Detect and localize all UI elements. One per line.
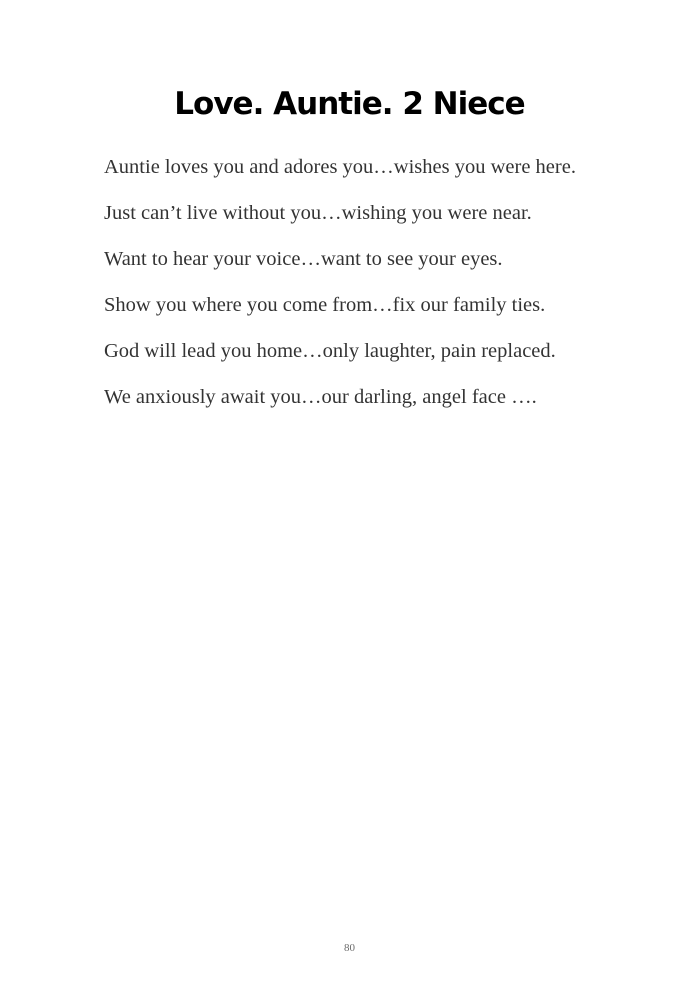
poem-line-4: Show you where you come from…fix our family ties.	[104, 294, 546, 316]
poem-body	[104, 152, 595, 428]
poem-line-1: Auntie loves you and adores you…wishes you were here.	[104, 156, 576, 178]
page-number: 80	[344, 942, 355, 954]
poem-line-3: Want to hear your voice…want to see your eyes.	[104, 248, 503, 270]
poem-line-2: Just can’t live without you…wishing you were near.	[104, 202, 532, 224]
poem-line-5: God will lead you home…only laughter, pain replaced.	[104, 340, 556, 362]
poem-title: Love. Auntie. 2 Niece	[174, 86, 525, 122]
poem-line-6: We anxiously await you…our darling, angel face ….	[104, 386, 537, 408]
